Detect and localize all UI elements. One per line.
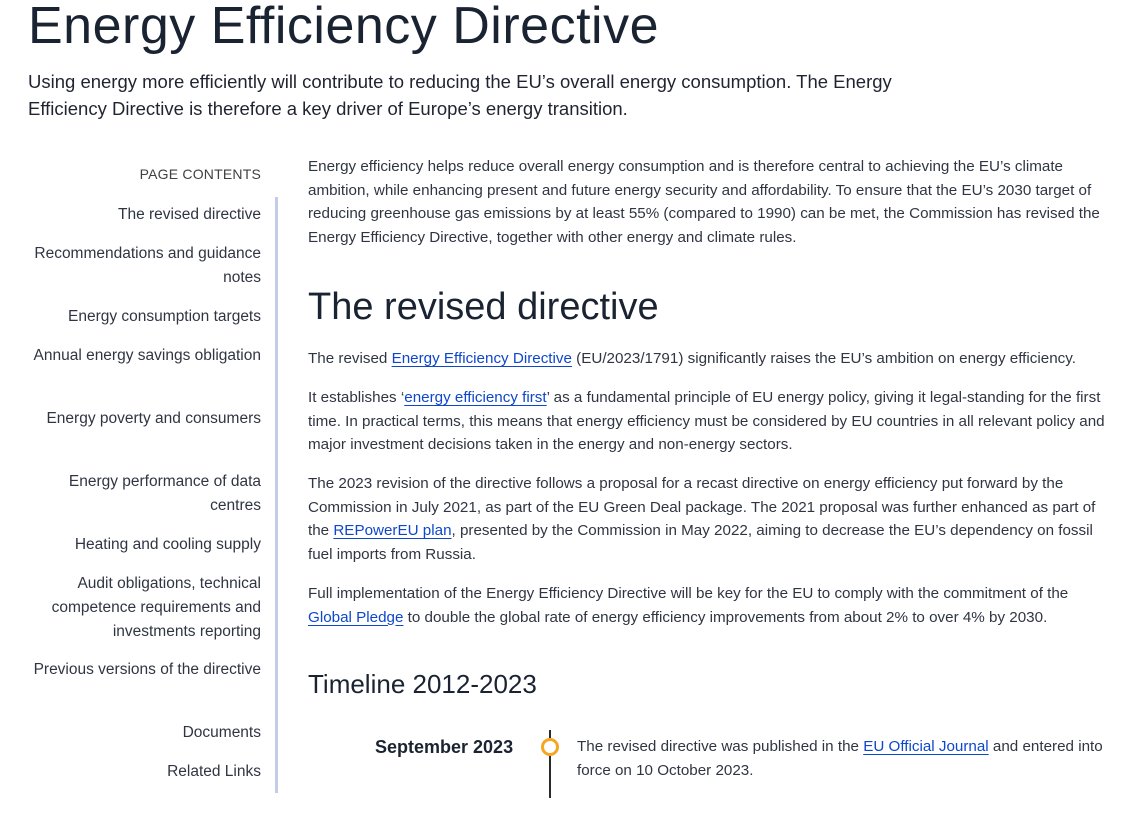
toc-item-previous-versions[interactable]: Previous versions of the directive [33, 661, 261, 678]
link-repowereu-plan[interactable]: REPowerEU plan [333, 522, 452, 539]
toc-item-heating-cooling[interactable]: Heating and cooling supply [74, 536, 261, 553]
link-global-pledge[interactable]: Global Pledge [308, 608, 404, 626]
toc-item-related-links[interactable]: Related Links [167, 763, 261, 780]
toc-item-audit-obligations[interactable]: Audit obligations, technical competence requirements and investments reporting [51, 575, 261, 640]
link-energy-efficiency-directive[interactable]: Energy Efficiency Directive [391, 350, 572, 367]
page-title: Energy Efficiency Directive [28, 0, 659, 55]
text: to double the global rate of energy efficiency improvements from about 2% to over 4% by 2030. [403, 608, 1048, 626]
revised-paragraph-2 [308, 386, 1108, 457]
intro-paragraph: Energy efficiency helps reduce overall energy consumption and is therefore central to achieving the EU’s climate ambition, while enhancing present and future energy security and affordability. To ensure that the EU’s 2030 target of reducing greenhouse gas emissions by at least 55% (compared to 1990) can be met, the Commission has revised the Energy Efficiency Directive, together with other energy and climate rules. [308, 158, 1100, 246]
toc-item-consumption-targets[interactable]: Energy consumption targets [68, 308, 261, 325]
toc-item-recommendations[interactable]: Recommendations and guidance notes [34, 245, 261, 286]
page-lead: Using energy more efficiently will contribute to reducing the EU’s overall energy consumption. The Energy Efficiency Directive is therefore a key driver of Europe’s energy transition. [28, 71, 892, 119]
page-contents-list [0, 197, 278, 793]
revised-paragraph-3 [308, 472, 1108, 566]
toc-item-energy-poverty[interactable]: Energy poverty and consumers [46, 410, 261, 427]
text: It establishes ‘ [308, 389, 405, 406]
timeline-date: September 2023 [375, 737, 514, 757]
link-eu-official-journal[interactable]: EU Official Journal [863, 738, 989, 755]
text: (EU/2023/1791) significantly raises the EU’s ambition on energy efficiency. [571, 350, 1076, 367]
text: Full implementation of the Energy Efficiency Directive will be key for the EU to comply with the commitment of the [308, 585, 1069, 602]
text: The revised [308, 350, 392, 367]
toc-item-revised-directive[interactable]: The revised directive [117, 206, 261, 223]
section-heading-timeline: Timeline 2012-2023 [308, 669, 537, 699]
text: and entered into force on 10 October 2023. [577, 738, 1103, 779]
text: , presented by the Commission in May 2022, aiming to decrease the EU’s dependency on fossil fuel imports from Russia. [308, 522, 1093, 563]
toc-item-documents[interactable]: Documents [182, 724, 261, 741]
text: ’ as a fundamental principle of EU energy policy, giving it legal-standing for the first time. In practical terms, this means that energy efficiency must be considered by EU countries in all relevant policy and major investment decisions taken in the energy and non-energy sectors. [308, 389, 1105, 453]
timeline-dot-icon [541, 738, 559, 756]
section-heading-revised-directive: The revised directive [308, 286, 659, 328]
text: The revised directive was published in the [577, 738, 864, 755]
link-energy-efficiency-first[interactable]: energy efficiency first [404, 389, 547, 406]
toc-item-data-centres[interactable]: Energy performance of data centres [68, 473, 261, 514]
revised-paragraph-4 [308, 582, 1108, 629]
toc-item-savings-obligation[interactable]: Annual energy savings obligation [33, 347, 261, 364]
page-contents-heading: PAGE CONTENTS [139, 166, 261, 182]
timeline-entry-text [577, 735, 1117, 782]
text: The 2023 revision of the directive follows a proposal for a recast directive on energy efficiency put forward by the Commission in July 2021, as part of the EU Green Deal package. The 2021 proposal was further enhanced as part of the [308, 475, 1096, 539]
revised-paragraph-1 [308, 347, 1108, 371]
